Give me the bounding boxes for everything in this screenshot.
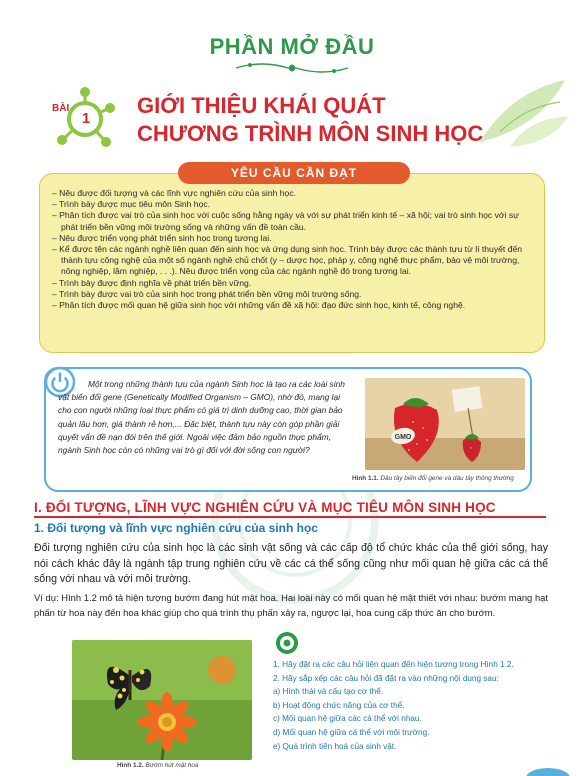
butterfly-image — [72, 640, 252, 760]
flourish-ornament — [232, 60, 352, 76]
question-item: e) Quá trình tiến hoá của sinh vật. — [273, 741, 397, 751]
subsection-heading: 1. Đối tượng và lĩnh vực nghiên cứu của sinh học — [34, 521, 318, 535]
strawberry-image — [365, 378, 525, 470]
leaves-decoration-icon — [470, 72, 570, 152]
lesson-title — [137, 92, 483, 148]
requirements-label: YÊU CẦU CẦN ĐẠT — [178, 162, 410, 184]
question-item: b) Hoạt động chức năng của cơ thể. — [273, 700, 405, 710]
lesson-badge-word: BÀI — [52, 103, 70, 114]
page-corner-decoration-icon — [510, 764, 570, 776]
figure-1-2-label: Hình 1.2. — [117, 762, 144, 769]
butterfly-photo — [72, 640, 252, 760]
paragraph-1: Đối tượng nghiên cứu của sinh học là các sinh vật sống và các cấp độ tổ chức khác của thế giới sống, hay nói cách khác đây là ngành tập trung nghiên cứu về các cá thể sống cũng như mối quan hệ giữa các cá thể sống với nhau và với môi trường. — [34, 542, 548, 586]
intro-text: Một trong những thành tựu của ngành Sinh học là tạo ra các loài sinh vật biến đổi gene (Genetically Modified Organism – GMO), nhờ đó, mang lại cho con người những loại thực phẩm có giá trị dinh dưỡng cao, thời gian bảo quản lâu hơn, giá thành rẻ hơn,... Đặc biệt, thành tựu này còn góp phần giải quyết vấn đề nạn đói trên thế giới. Ngoài việc đảm bảo nguồn thực phẩm, ngành Sinh học còn có những vai trò gì đối với đời sống con người? — [58, 379, 345, 456]
question-item: 2. Hãy sắp xếp các câu hỏi đã đặt ra vào những nội dung sau: — [273, 673, 499, 683]
question-item: a) Hình thái và cấu tạo cơ thể. — [273, 687, 384, 697]
question-icon — [275, 631, 299, 655]
requirement-item: – Phân tích được mối quan hệ giữa sinh học với những vấn đề xã hội: đạo đức sinh học, kinh tế, công nghệ. — [52, 300, 532, 311]
lesson-badge-number: 1 — [81, 110, 91, 127]
figure-1-1-caption — [352, 475, 532, 482]
requirements-box — [39, 173, 545, 353]
requirement-item: – Trình bày được định nghĩa về phát triển bền vững. — [52, 278, 532, 289]
strawberry-photo — [365, 378, 525, 470]
section-heading: I. ĐỐI TƯỢNG, LĨNH VỰC NGHIÊN CỨU VÀ MỤC TIÊU MÔN SINH HỌC — [34, 500, 496, 515]
question-list — [273, 658, 559, 753]
question-item: 1. Hãy đặt ra các câu hỏi liên quan đến hiện tượng trong Hình 1.2. — [273, 660, 514, 669]
lesson-title-line2: CHƯƠNG TRÌNH MÔN SINH HỌC — [137, 121, 484, 146]
figure-1-2-caption — [117, 762, 198, 769]
requirement-item: – Trình bày được mục tiêu môn Sinh học. — [52, 199, 532, 210]
section-divider — [34, 516, 546, 518]
question-item: d) Mối quan hệ giữa cá thể với môi trường. — [273, 727, 430, 737]
requirement-item: – Kể được tên các ngành nghề liên quan đến sinh học và ứng dụng sinh học. Trình bày được các thành tựu từ lí thuyết đến thành tựu công nghệ của một số ngành nghề chủ chốt (y – dược học, pháp y, công nghệ thực phẩm, bảo vệ môi trường, nông nghiệp, lâm nghiệp, . . .). Nêu được triển vọng của các ngành nghề đó trong tương lai. — [52, 244, 532, 278]
gmo-tag: GMO — [394, 434, 412, 441]
question-item: c) Mối quan hệ giữa các cá thể với nhau. — [273, 714, 422, 724]
figure-1-1-label: Hình 1.1. — [352, 475, 379, 482]
requirement-item: – Trình bày được vai trò của sinh học trong phát triển bền vững môi trường sống. — [52, 289, 532, 300]
figure-1-1-text: Dâu tây biến đổi gene và dâu tây thông thường — [380, 475, 514, 482]
requirement-item: – Phân tích được vai trò của sinh học với cuộc sống hằng ngày và với sự phát triển kinh tế – xã hội; vai trò sinh học với sự phát triển bền vững môi trường sống và những vấn đề toàn cầu. — [52, 210, 532, 232]
part-title: PHẦN MỞ ĐẦU — [209, 34, 375, 59]
lesson-title-line1: GIỚI THIỆU KHÁI QUÁT — [137, 93, 386, 118]
requirement-item: – Nêu được đối tượng và các lĩnh vực nghiên cứu của sinh học. — [52, 188, 532, 199]
figure-1-2-text: Bướm hút mật hoa — [145, 762, 199, 769]
requirement-item: – Nêu được triển vọng phát triển sinh học trong tương lai. — [52, 233, 532, 244]
requirements-list — [52, 188, 532, 311]
paragraph-2: Ví dụ: Hình 1.2 mô tả hiện tượng bướm đang hút mật hoa. Hai loài này có mối quan hệ mật thiết với nhau: bướm mang hạt phấn từ hoa này đến hoa khác giúp cho quá trình thụ phấn xảy ra, ngược lại, hoa cung cấp thức ăn cho bướm. — [34, 592, 548, 618]
